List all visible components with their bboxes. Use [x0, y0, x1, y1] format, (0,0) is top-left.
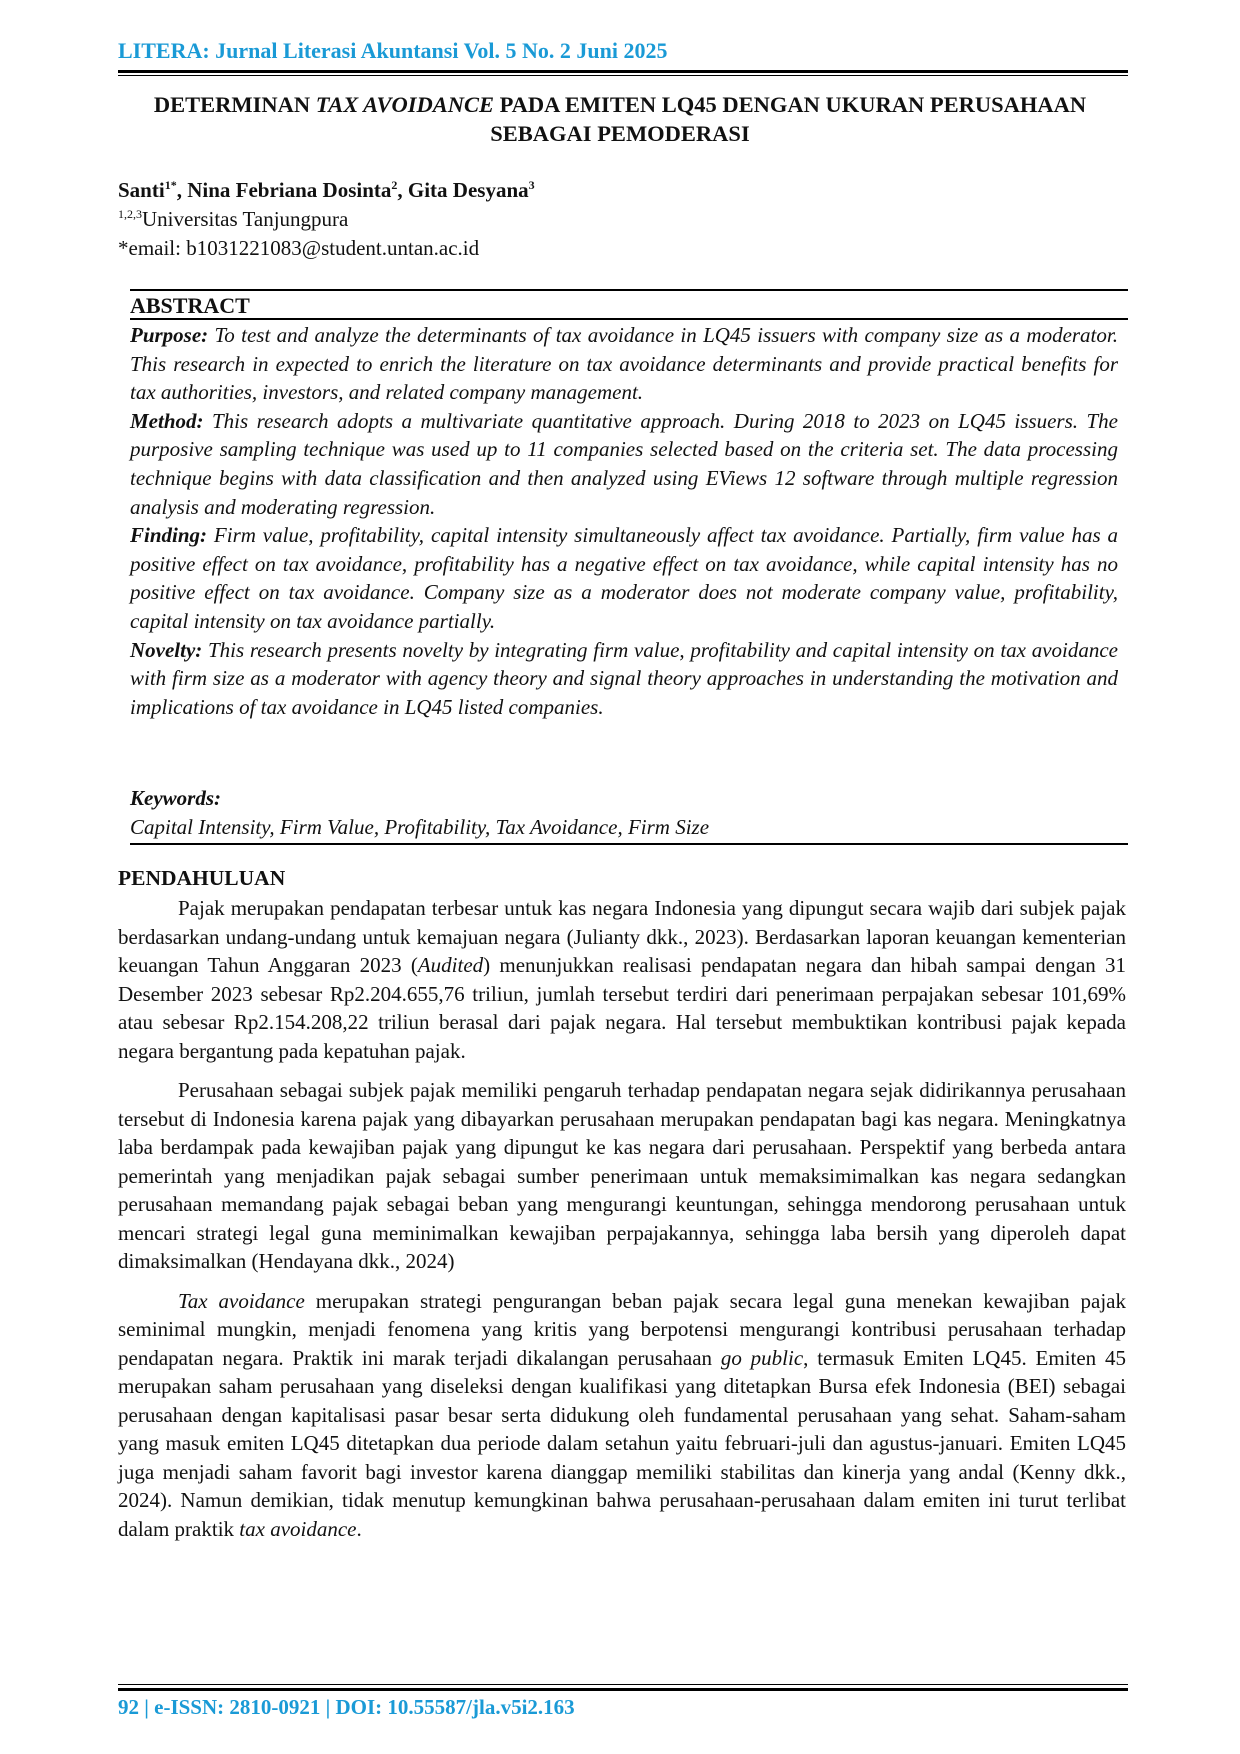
abstract-finding: Finding: Firm value, profitability, capital intensity simultaneously affect tax avoidance. Partially, firm value has a positive effect on tax avoidance, profitability has a negative effect on tax avoidance, while capital intensity has no positive effect on tax avoidance. Company size as a moderator does not moderate company value, profitability, capital intensity on tax avoidance partially.	[130, 523, 1118, 633]
abstract-heading: ABSTRACT	[130, 293, 250, 318]
abstract-heading-rule	[130, 318, 1128, 320]
header-rule-thin	[118, 75, 1128, 76]
author-list: Santi$^{1*}$, Nina Febriana Dosinta$^2$, Gita Desyana$^3$	[118, 178, 535, 202]
author-email: *email: b1031221083@student.untan.ac.id	[118, 236, 480, 260]
abstract-method: Method: This research adopts a multivariate quantitative approach. During 2018 to 2023 on LQ45 issuers. The purposive sampling technique was used up to 11 companies selected based on the criteria set. The data processing technique begins with data classification and then analyzed using EViews 12 software through multiple regression analysis and moderating regression.	[130, 408, 1118, 519]
header-rule-thick	[118, 70, 1128, 73]
footer-rule-thin	[118, 1684, 1128, 1685]
footer-rule-thick	[118, 1688, 1128, 1691]
paragraph-1: Pajak merupakan pendapatan terbesar untuk kas negara Indonesia yang dipungut secara wajib dari subjek pajak berdasarkan undang-undang untuk kemajuan negara (Julianty dkk., 2023). Berdasarkan laporan keuangan kementerian keuangan Tahun Anggaran 2023 (Audited) menunjukkan realisasi pendapatan negara dan hibah sampai dengan 31 Desember 2023 sebesar Rp2.204.655,76 triliun, jumlah tersebut terdiri dari penerimaan perpajakan sebesar 101,69% atau sebesar Rp2.154.208,22 triliun berasal dari pajak negara. Hal tersebut membuktikan kontribusi pajak kepada negara bergantung pada kepatuhan pajak.	[118, 896, 1127, 1063]
keywords-bottom-rule	[130, 843, 1128, 845]
keywords-text: Capital Intensity, Firm Value, Profitability, Tax Avoidance, Firm Size	[130, 815, 710, 839]
keywords-label: Keywords:	[130, 786, 221, 810]
article-title: DETERMINAN TAX AVOIDANCE PADA EMITEN LQ45 DENGAN UKURAN PERUSAHAAN SEBAGAI PEMODERASI	[153, 92, 1087, 146]
title-italic: TAX AVOIDANCE	[315, 92, 494, 117]
affiliation: $^{1,2,3}$Universitas Tanjungpura	[118, 207, 349, 231]
footer-issn-doi: 92 | e-ISSN: 2810-0921 | DOI: 10.55587/jla.v5i2.163	[118, 1695, 575, 1719]
running-head: LITERA: Jurnal Literasi Akuntansi Vol. 5 No. 2 Juni 2025	[118, 38, 668, 63]
section-heading: PENDAHULUAN	[118, 866, 286, 890]
abstract-body	[130, 321, 1118, 721]
abstract-purpose: Purpose: To test and analyze the determinants of tax avoidance in LQ45 issuers with company size as a moderator. This research in expected to enrich the literature on tax avoidance determinants and provide practical benefits for tax authorities, investors, and related company management.	[130, 323, 1118, 405]
paragraph-2: Perusahaan sebagai subjek pajak memiliki pengaruh terhadap pendapatan negara sejak didirikannya perusahaan tersebut di Indonesia karena pajak yang dibayarkan perusahaan merupakan pendapatan bagi kas negara. Meningkatnya laba berdampak pada kewajiban pajak yang dipungut ke kas negara dari perusahaan. Perspektif yang berbeda antara pemerintah yang menjadikan pajak sebagai sumber penerimaan untuk memaksimimalkan kas negara sedangkan perusahaan memandang pajak sebagai beban yang mengurangi keuntungan, sehingga mendorong perusahaan untuk mencari strategi legal guna meminimalkan kewajiban perpajakannya, sehingga laba bersih yang diperoleh dapat dimaksimalkan (Hendayana dkk., 2024)	[118, 1078, 1126, 1273]
abstract-novelty: Novelty: This research presents novelty by integrating firm value, profitability and capital intensity on tax avoidance with firm size as a moderator with agency theory and signal theory approaches in understanding the motivation and implications of tax avoidance in LQ45 listed companies.	[130, 637, 1118, 719]
paragraph-3: Tax avoidance merupakan strategi pengurangan beban pajak secara legal guna menekan kewajiban pajak seminimal mungkin, menjadi fenomena yang kritis yang berpotensi mengurangi kontribusi perusahaan terhadap pendapatan negara. Praktik ini marak terjadi dikalangan perusahaan go public, termasuk Emiten LQ45. Emiten 45 merupakan saham perusahaan yang diseleksi dengan kualifikasi yang ditetapkan Bursa efek Indonesia (BEI) sebagai perusahaan dengan kapitalisasi pasar besar serta didukung oleh fundamental perusahaan yang sehat. Saham-saham yang masuk emiten LQ45 ditetapkan dua periode dalam setahun yaitu februari-juli dan agustus-januari. Emiten LQ45 juga menjadi saham favorit bagi investor karena dianggap memiliki stabilitas dan kinerja yang andal (Kenny dkk., 2024). Namun demikian, tidak menutup kemungkinan bahwa perusahaan-perusahaan dalam emiten ini turut terlibat dalam praktik tax avoidance.	[118, 1288, 1126, 1541]
abstract-top-rule	[130, 289, 1128, 291]
body-text	[118, 894, 1126, 1554]
